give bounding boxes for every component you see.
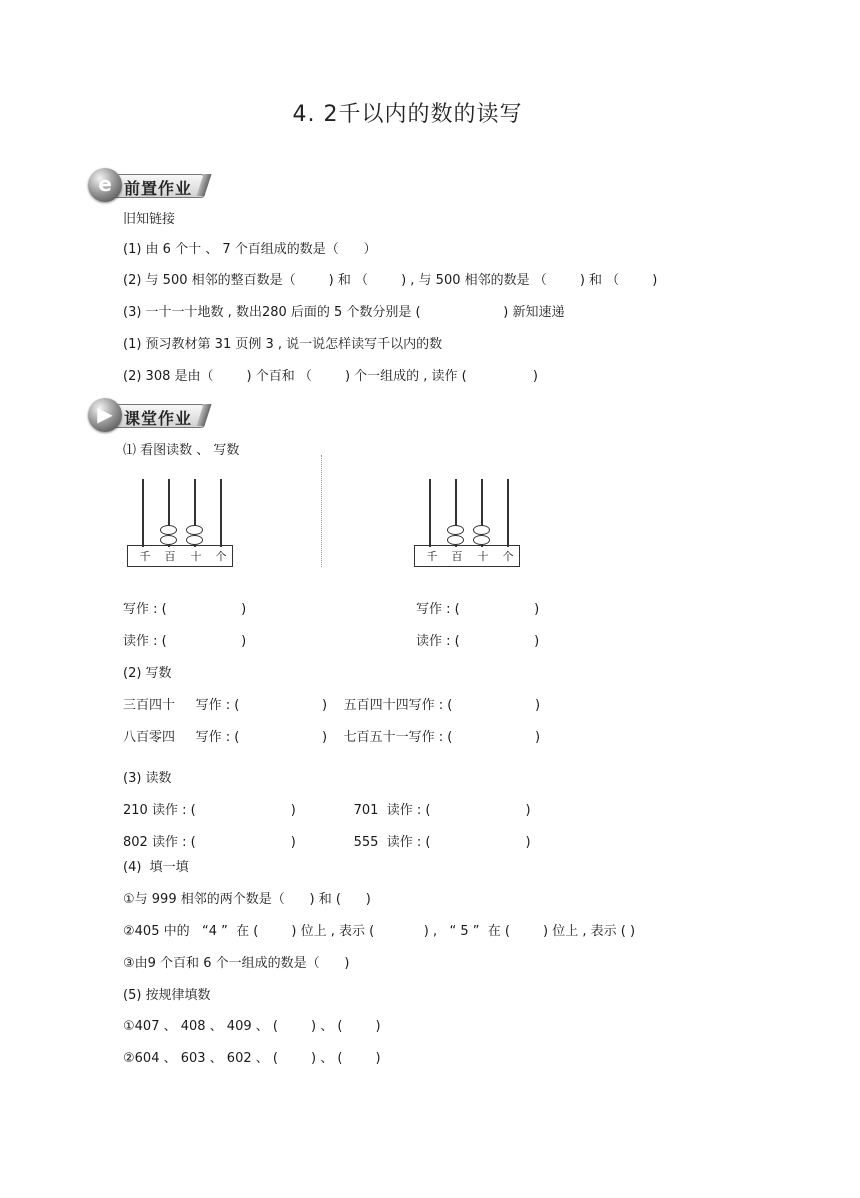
question-title: (4) 填一填 [123,860,189,875]
place-label: 百 [451,550,463,563]
answer-line: 读作 : ( ) [123,634,247,649]
abacus-rod [220,479,222,547]
question-line: ①407 、 408 、 409 、 ( ) 、 ( ) [123,1019,381,1034]
abacus-bead [473,535,490,545]
question-line: (3) 一十一十地数 , 数出280 后面的 5 个数分别是 ( ) 新知速递 [123,305,565,320]
abacus-figure-left [127,479,235,569]
abacus-bead [447,535,464,545]
abacus-rod [507,479,509,547]
question-line: 210 读作 : ( ) 701 读作 : ( ) [123,803,531,818]
dotted-divider [321,455,322,567]
question-title: ⑴ 看图读数 、 写数 [123,443,240,458]
section-label: 课堂作业 [124,409,193,428]
abacus-bead [447,525,464,535]
question-line: (1) 由 6 个十 、 7 个百组成的数是（ ） [123,242,377,257]
question-line: (1) 预习教材第 31 页例 3 , 说一说怎样读写千以内的数 [123,337,443,352]
answer-line: 写作 : ( ) [416,602,540,617]
page-title: 4. 2千以内的数的读写 [292,102,523,127]
place-label: 十 [477,550,489,563]
question-line: ③由9 个百和 6 个一组成的数是（ ) [123,956,350,971]
place-label: 十 [190,550,202,563]
place-label: 个 [502,550,514,563]
question-title: (2) 写数 [123,666,172,681]
abacus-base [414,545,520,567]
place-label: 千 [426,550,438,563]
place-label: 千 [139,550,151,563]
play-arrow-icon: ▶ [88,398,122,432]
abacus-bead [186,525,203,535]
question-title: (5) 按规律填数 [123,988,211,1003]
question-title: (3) 读数 [123,771,172,786]
section-label: 前置作业 [124,179,193,198]
question-line: 802 读作 : ( ) 555 读作 : ( ) [123,835,531,850]
place-label: 个 [215,550,227,563]
question-line: 三百四十 写作 : ( ) 五百四十四写作 : ( ) [123,698,541,713]
abacus-rod [142,479,144,547]
question-line: ①与 999 相邻的两个数是（ ) 和 ( ) [123,892,371,907]
abacus-rod [429,479,431,547]
question-line: ②604 、 603 、 602 、 ( ) 、 ( ) [123,1051,381,1066]
question-line: 八百零四 写作 : ( ) 七百五十一写作 : ( ) [123,730,541,745]
answer-line: 写作 : ( ) [123,602,247,617]
question-line: ②405 中的 “4 ” 在 ( ) 位上 , 表示 ( ) , “ 5 ” 在 ( ) 位上 , 表示 ( ) [123,924,636,939]
question-line: (2) 308 是由（ ) 个百和 （ ) 个一组成的 , 读作 ( ) [123,369,538,384]
abacus-bead [160,535,177,545]
abacus-bead [473,525,490,535]
answer-line: 读作 : ( ) [416,634,540,649]
place-label: 百 [164,550,176,563]
question-line: (2) 与 500 相邻的整百数是（ ) 和 （ ) , 与 500 相邻的数是 （ ) 和 （ ) [123,273,658,288]
abacus-figure-right [414,479,522,569]
subheading-old-knowledge: 旧知链接 [123,212,176,227]
abacus-bead [186,535,203,545]
abacus-base [127,545,233,567]
abacus-bead [160,525,177,535]
checkmark-e-icon: e [88,168,122,202]
